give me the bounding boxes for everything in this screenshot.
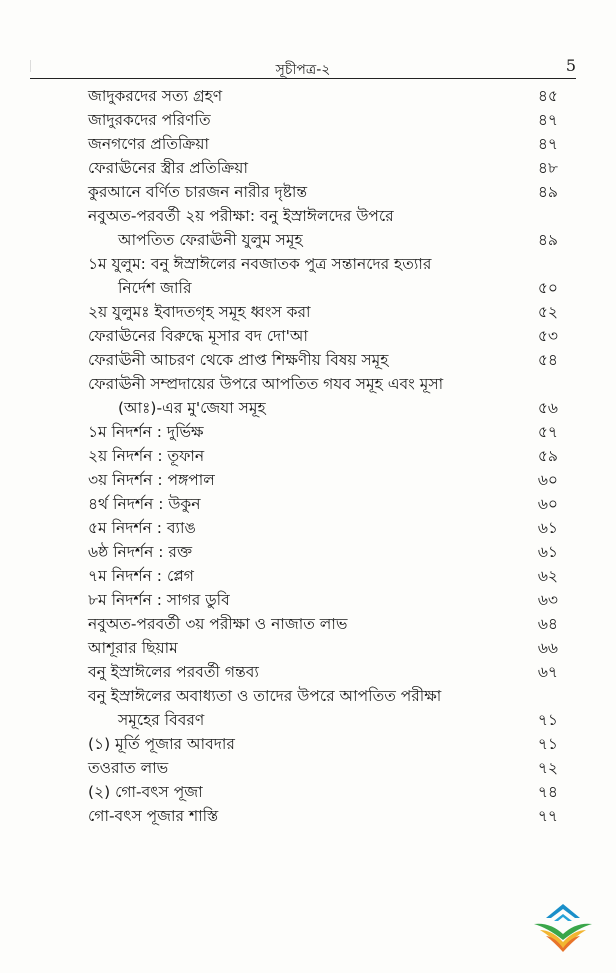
toc-entry-page: ৬২ (537, 567, 558, 585)
toc-entry (88, 420, 558, 444)
toc-entry (88, 588, 558, 612)
toc-entry-page: ৬০ (537, 495, 558, 513)
toc-entry-title: কুরআনে বর্ণিত চারজন নারীর দৃষ্টান্ত (88, 183, 308, 201)
toc-entry (88, 660, 558, 684)
toc-entry-page: ৫৭ (537, 423, 558, 441)
toc-entry-title: (১) মূর্তি পূজার আবদার (88, 735, 235, 753)
toc-entry (88, 348, 558, 372)
toc-entry-page: ৬৩ (537, 591, 558, 609)
toc-entry-title: ৬ষ্ঠ নিদর্শন : রক্ত (88, 543, 193, 561)
toc-entry-page: ৪৯ (537, 231, 558, 249)
toc-entry-title: ২য় নিদর্শন : তূফান (88, 447, 205, 465)
toc-entry-title: নবুঅত-পরবর্তী ৩য় পরীক্ষা ও নাজাত লাভ (88, 615, 348, 633)
toc-entry (88, 756, 558, 780)
toc-entry (88, 84, 558, 108)
toc-entry-page: ৬১ (537, 543, 558, 561)
toc-entry (88, 180, 558, 204)
toc-entry-title: গো-বৎস পূজার শাস্তি (88, 807, 219, 825)
toc-entry-title: ১ম নিদর্শন : দুর্ভিক্ষ (88, 423, 204, 441)
toc-entry-page: ৫০ (537, 279, 558, 297)
toc-entry (88, 252, 558, 300)
toc-entry-page: ৫৬ (537, 399, 558, 417)
toc-entry-title: ৪র্থ নিদর্শন : উকুন (88, 495, 201, 513)
toc-entry-title: ফেরাঊনী আচরণ থেকে প্রাপ্ত শিক্ষণীয় বিষয় সমূহ (88, 351, 389, 369)
toc-entry-title: জাদুরকদের পরিণতি (88, 111, 211, 129)
toc-entry-title: ৭ম নিদর্শন : প্লেগ (88, 567, 194, 585)
publisher-logo-icon (530, 900, 596, 954)
toc-entry-page: ৬০ (537, 471, 558, 489)
toc-entry (88, 108, 558, 132)
toc-entry-page: ৭২ (537, 759, 558, 777)
toc-entry (88, 156, 558, 180)
toc-entry-page: ৬৬ (537, 639, 558, 657)
toc-entry-title: ৮ম নিদর্শন : সাগর ডুবি (88, 591, 230, 609)
toc-entry-title: আশূরার ছিয়াম (88, 639, 178, 657)
toc-entry-page: ৭৪ (537, 783, 558, 801)
toc-entry-title: বনু ইস্রাঈলের পরবর্তী গন্তব্য (88, 663, 259, 681)
toc-entry-page: ৭৭ (537, 807, 558, 825)
toc-entry-title-continued: আপতিত ফেরাঊনী যুলুম সমূহ (118, 231, 303, 249)
toc-entry-page: ৭১ (537, 735, 558, 753)
toc-entry (88, 732, 558, 756)
toc-entry-title: ফেরাঊনের বিরুদ্ধে মূসার বদ দো'আ (88, 327, 308, 345)
toc-entry (88, 324, 558, 348)
toc-entry (88, 612, 558, 636)
toc-entry-page: ৫৯ (537, 447, 558, 465)
toc-entry-page: ৬১ (537, 519, 558, 537)
toc-entry-page: ৪৯ (537, 183, 558, 201)
toc-entry (88, 132, 558, 156)
toc-entry-title: জাদুকরদের সত্য গ্রহণ (88, 87, 223, 105)
toc-entry-page: ৪৭ (537, 111, 558, 129)
toc-entry-title: জনগণের প্রতিক্রিয়া (88, 135, 209, 153)
toc-entry (88, 492, 558, 516)
toc-entry-page: ৬৭ (537, 663, 558, 681)
toc-entry (88, 636, 558, 660)
toc-entry-title: বনু ইস্রাঈলের অবাধ্যতা ও তাদের উপরে আপতিত পরীক্ষা (88, 687, 442, 705)
toc-entry-title: ফেরাঊনী সম্প্রদায়ের উপরে আপতিত গযব সমূহ এবং মূসা (88, 375, 444, 393)
toc-entry (88, 444, 558, 468)
toc-entry-page: ৪৫ (537, 87, 558, 105)
toc-entry-title-continued: (আঃ)-এর মু'জেযা সমূহ (118, 399, 266, 417)
toc-entry-page: ৫৪ (537, 351, 558, 369)
toc-entry-title: ফেরাঊনের স্ত্রীর প্রতিক্রিয়া (88, 159, 248, 177)
toc-entry (88, 780, 558, 804)
toc-entry (88, 468, 558, 492)
toc-entry-title-continued: নির্দেশ জারি (118, 279, 192, 297)
toc-entry-page: ৪৭ (537, 135, 558, 153)
toc-entry (88, 804, 558, 828)
toc-entry-title: ৫ম নিদর্শন : ব্যাঙ (88, 519, 196, 537)
toc-entry-page: ৫৩ (537, 327, 558, 345)
toc-entry-title-continued: সমূহের বিবরণ (118, 711, 205, 729)
page-number: 5 (565, 56, 576, 75)
toc-entry-page: ৭১ (537, 711, 558, 729)
toc-entry-title: ৩য় নিদর্শন : পঙ্গপাল (88, 471, 215, 489)
toc-entry (88, 540, 558, 564)
toc-entry-page: ৫২ (537, 303, 558, 321)
header-title: সূচীপত্র-২ (275, 62, 331, 78)
toc-entry-title: তওরাত লাভ (88, 759, 169, 777)
toc-entry-title: (২) গো-বৎস পূজা (88, 783, 203, 801)
header-divider (30, 78, 576, 79)
page-header (30, 56, 576, 78)
toc-entry-title: নবুঅত-পরবর্তী ২য় পরীক্ষা: বনু ইস্রাঈলদের উপরে (88, 207, 394, 225)
toc-entry (88, 516, 558, 540)
toc-entry (88, 372, 558, 420)
toc-entry (88, 684, 558, 732)
toc-list (88, 84, 558, 828)
toc-entry (88, 564, 558, 588)
toc-entry (88, 300, 558, 324)
toc-entry (88, 204, 558, 252)
toc-entry-page: ৬৪ (537, 615, 558, 633)
toc-entry-page: ৪৮ (537, 159, 558, 177)
toc-entry-title: ১ম যুলুম: বনু ঈস্রাঈলের নবজাতক পুত্র সন্তানদের হত্যার (88, 255, 432, 273)
toc-entry-title: ২য় যুলুমঃ ইবাদতগৃহ সমূহ ধ্বংস করা (88, 303, 311, 321)
